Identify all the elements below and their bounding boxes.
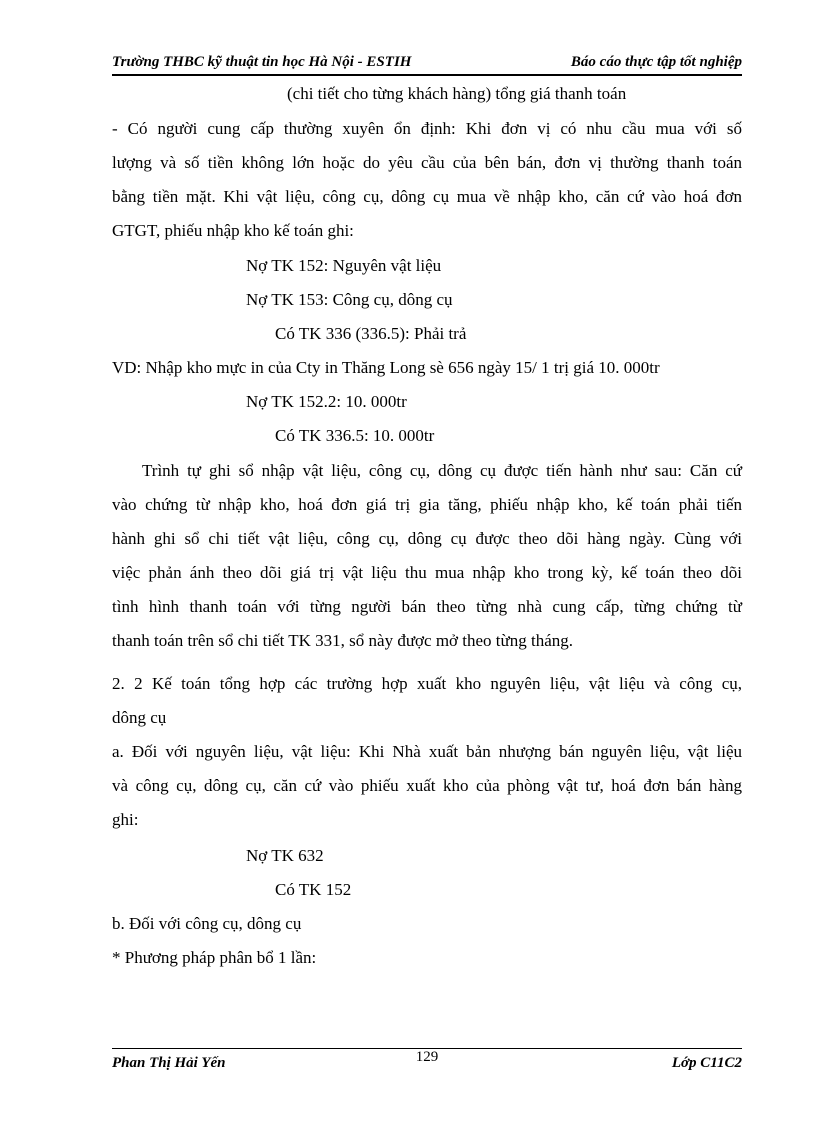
section-heading: 2. 2 Kế toán tổng hợp các trường hợp xuất kho nguyên liệu, vật liệu và công cụ, [112,674,742,693]
text-line: (chi tiết cho từng khách hàng) tổng giá thanh toán [287,84,627,103]
header-report-title: Báo cáo thực tập tốt nghiệp [570,54,742,70]
paragraph-line: tình hình thanh toán với từng người bán theo từng nhà cung cấp, từng chứng từ [112,597,742,616]
paragraph-line: hành ghi sổ chi tiết vật liệu, công cụ, dông cụ được theo dõi hàng ngày. Cùng với [112,529,742,548]
paragraph-line: Trình tự ghi sổ nhập vật liệu, công cụ, dông cụ được tiến hành như sau: Căn cứ [142,461,742,480]
header-school: Trường THBC kỹ thuật tin học Hà Nội - ESTIH [112,54,412,70]
paragraph-line: a. Đối với nguyên liệu, vật liệu: Khi Nhà xuất bản nhượng bán nguyên liệu, vật liệu [112,742,742,761]
paragraph-line: - Có người cung cấp thường xuyên ổn định: Khi đơn vị có nhu cầu mua với số [112,119,742,138]
footer-author: Phan Thị Hải Yến [112,1055,226,1071]
journal-entry: Có TK 336 (336.5): Phải trả [275,324,467,343]
paragraph-line: ghi: [112,810,139,829]
paragraph-line: việc phản ánh theo dõi giá trị vật liệu thu mua nhập kho trong kỳ, kế toán theo dõi [112,563,742,582]
journal-entry: Nợ TK 152.2: 10. 000tr [246,392,407,411]
paragraph-line: GTGT, phiếu nhập kho kế toán ghi: [112,221,354,240]
subsection-heading: b. Đối với công cụ, dông cụ [112,914,302,933]
section-heading: dông cụ [112,708,167,727]
example-line: VD: Nhập kho mực in của Cty in Thăng Long sè 656 ngày 15/ 1 trị giá 10. 000tr [112,358,660,377]
paragraph-line: lượng và số tiền không lớn hoặc do yêu cầu của bên bán, đơn vị thường thanh toán [112,153,742,172]
paragraph-line: thanh toán trên sổ chi tiết TK 331, sổ này được mở theo từng tháng. [112,631,574,650]
page-header [112,50,742,76]
bullet-line: * Phương pháp phân bổ 1 lần: [112,948,317,967]
journal-entry: Nợ TK 632 [246,846,324,865]
page-footer [112,1048,742,1079]
journal-entry: Có TK 336.5: 10. 000tr [275,426,435,445]
journal-entry: Có TK 152 [275,880,352,899]
footer-class: Lớp C11C2 [671,1055,742,1071]
page-number: 129 [415,1049,439,1065]
journal-entry: Nợ TK 153: Công cụ, dông cụ [246,290,453,309]
paragraph-line: bằng tiền mặt. Khi vật liệu, công cụ, dông cụ mua về nhập kho, căn cứ vào hoá đơn [112,187,742,206]
paragraph-line: vào chứng từ nhập kho, hoá đơn giá trị gia tăng, phiếu nhập kho, kế toán phải tiến [112,495,742,514]
journal-entry: Nợ TK 152: Nguyên vật liệu [246,256,442,275]
paragraph-line: và công cụ, dông cụ, căn cứ vào phiếu xuất kho của phòng vật tư, hoá đơn bán hàng [112,776,742,795]
